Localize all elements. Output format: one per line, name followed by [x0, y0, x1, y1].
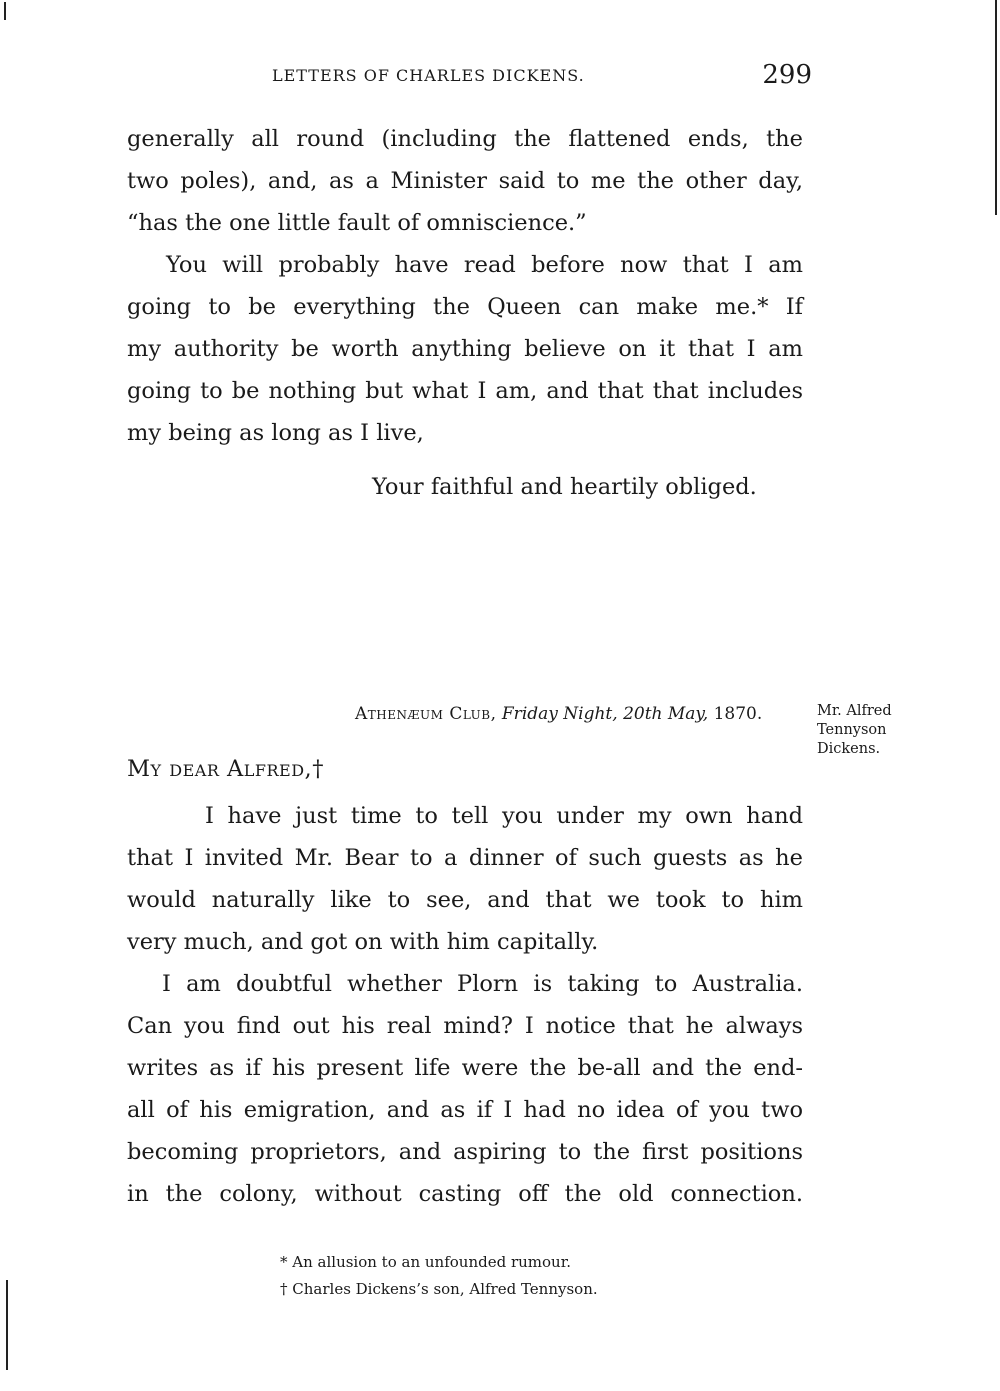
letter2-line: very much, and got on with him capitally. [127, 929, 599, 955]
letter1-line: going to be nothing but what I am, and that that includes [127, 378, 803, 404]
letter1-line: my authority be worth anything believe on it that I am [127, 336, 803, 362]
scan-edge-mark [995, 0, 997, 215]
footnote: * An allusion to an unfounded rumour. [280, 1253, 571, 1271]
dateline-place: Athenæum Club, [355, 704, 497, 724]
letter2-dateline [355, 704, 762, 724]
letter2-line: would naturally like to see, and that we took to him [127, 887, 803, 913]
letter2-line: in the colony, without casting off the old connection. [127, 1181, 803, 1207]
letter2-line: I have just time to tell you under my own hand [205, 803, 803, 829]
letter2-line: I am doubtful whether Plorn is taking to Australia. [162, 971, 803, 997]
letter2-line: becoming proprietors, and aspiring to the first positions [127, 1139, 803, 1165]
letter1-line: going to be everything the Queen can make me.* If [127, 294, 803, 320]
letter2-line: writes as if his present life were the be-all and the end- [127, 1055, 803, 1081]
scan-edge-mark [6, 1280, 8, 1370]
letter1-line: You will probably have read before now that I am [166, 252, 803, 278]
letter1-line: generally all round (including the flattened ends, the [127, 126, 803, 152]
letter1-line: my being as long as I live, [127, 420, 424, 446]
footnote: † Charles Dickens’s son, Alfred Tennyson. [280, 1280, 598, 1298]
page-number: 299 [762, 60, 812, 90]
scan-edge-mark [4, 2, 6, 20]
letter2-line: all of his emigration, and as if I had no idea of you two [127, 1097, 803, 1123]
letter1-line: two poles), and, as a Minister said to me the other day, [127, 168, 803, 194]
dateline-day: Friday Night, [501, 704, 618, 724]
margin-note: Mr. Alfred Tennyson Dickens. [817, 703, 892, 757]
letter2-line: that I invited Mr. Bear to a dinner of such guests as he [127, 845, 803, 871]
letter2-salutation: My dear Alfred,† [127, 756, 324, 782]
dateline-date: 20th May, [623, 704, 709, 724]
letter2-line: Can you find out his real mind? I notice that he always [127, 1013, 803, 1039]
letter1-signoff: Your faithful and heartily obliged. [372, 474, 757, 500]
letter1-line: “has the one little fault of omniscience.” [127, 210, 587, 236]
header-title: LETTERS OF CHARLES DICKENS. [272, 66, 585, 85]
dateline-year: 1870. [713, 704, 763, 724]
